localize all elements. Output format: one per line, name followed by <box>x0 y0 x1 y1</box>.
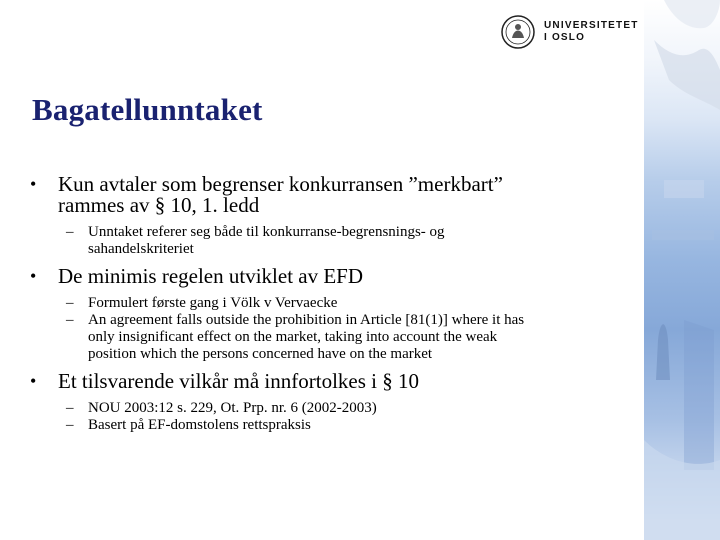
sub-bullet-item <box>30 400 620 417</box>
sub-bullet-item <box>30 312 620 363</box>
dash-icon: – <box>66 417 74 433</box>
bullet-item <box>30 266 620 287</box>
bullet-text-line: De minimis regelen utviklet av EFD <box>58 264 364 288</box>
slide-title: Bagatellunntaket <box>32 92 263 127</box>
bullet-text-line: Kun avtaler som begrenser konkurransen ”merkbart” <box>58 172 503 196</box>
bullet-item <box>30 174 620 216</box>
sub-bullet-text-line: NOU 2003:12 s. 229, Ot. Prp. nr. 6 (2002-2003) <box>88 400 377 416</box>
bullet-text-line: Et tilsvarende vilkår må innfortolkes i § 10 <box>58 369 419 393</box>
dash-icon: – <box>66 400 74 416</box>
bullet-icon: • <box>30 266 37 286</box>
dash-icon: – <box>66 224 74 240</box>
sub-bullet-item <box>30 295 620 312</box>
sub-bullet-text-line: position which the persons concerned have on the market <box>88 346 433 362</box>
logo-wordmark <box>544 20 639 44</box>
sub-bullet-text-line: An agreement falls outside the prohibition in Article [81(1)] where it has <box>88 312 525 328</box>
bullet-text-line: rammes av § 10, 1. ledd <box>58 193 260 217</box>
bullet-group-2 <box>30 266 620 363</box>
sub-bullet-text-line: sahandelskriteriet <box>88 241 194 257</box>
bullet-item <box>30 371 620 392</box>
bullet-group-3 <box>30 371 620 434</box>
statue-illustration <box>644 0 720 540</box>
bullet-icon: • <box>30 174 37 194</box>
sub-bullet-item <box>30 224 620 258</box>
sub-bullet-text-line: only insignificant effect on the market, taking into account the weak <box>88 329 498 345</box>
university-seal-icon <box>500 14 536 50</box>
sub-bullet-text-line: Unntaket referer seg både til konkurranse-begrensnings- og <box>88 224 445 240</box>
dash-icon: – <box>66 312 74 328</box>
bullet-icon: • <box>30 371 37 391</box>
bullet-list <box>30 174 620 442</box>
sub-bullet-text-line: Basert på EF-domstolens rettspraksis <box>88 417 311 433</box>
decorative-side-band <box>644 0 720 540</box>
university-logo <box>500 14 640 50</box>
logo-line-2: I OSLO <box>544 32 586 43</box>
logo-line-1: UNIVERSITETET <box>544 20 639 31</box>
dash-icon: – <box>66 295 74 311</box>
bullet-group-1 <box>30 174 620 258</box>
sub-bullet-text-line: Formulert første gang i Völk v Vervaecke <box>88 295 338 311</box>
sub-bullet-item <box>30 417 620 434</box>
